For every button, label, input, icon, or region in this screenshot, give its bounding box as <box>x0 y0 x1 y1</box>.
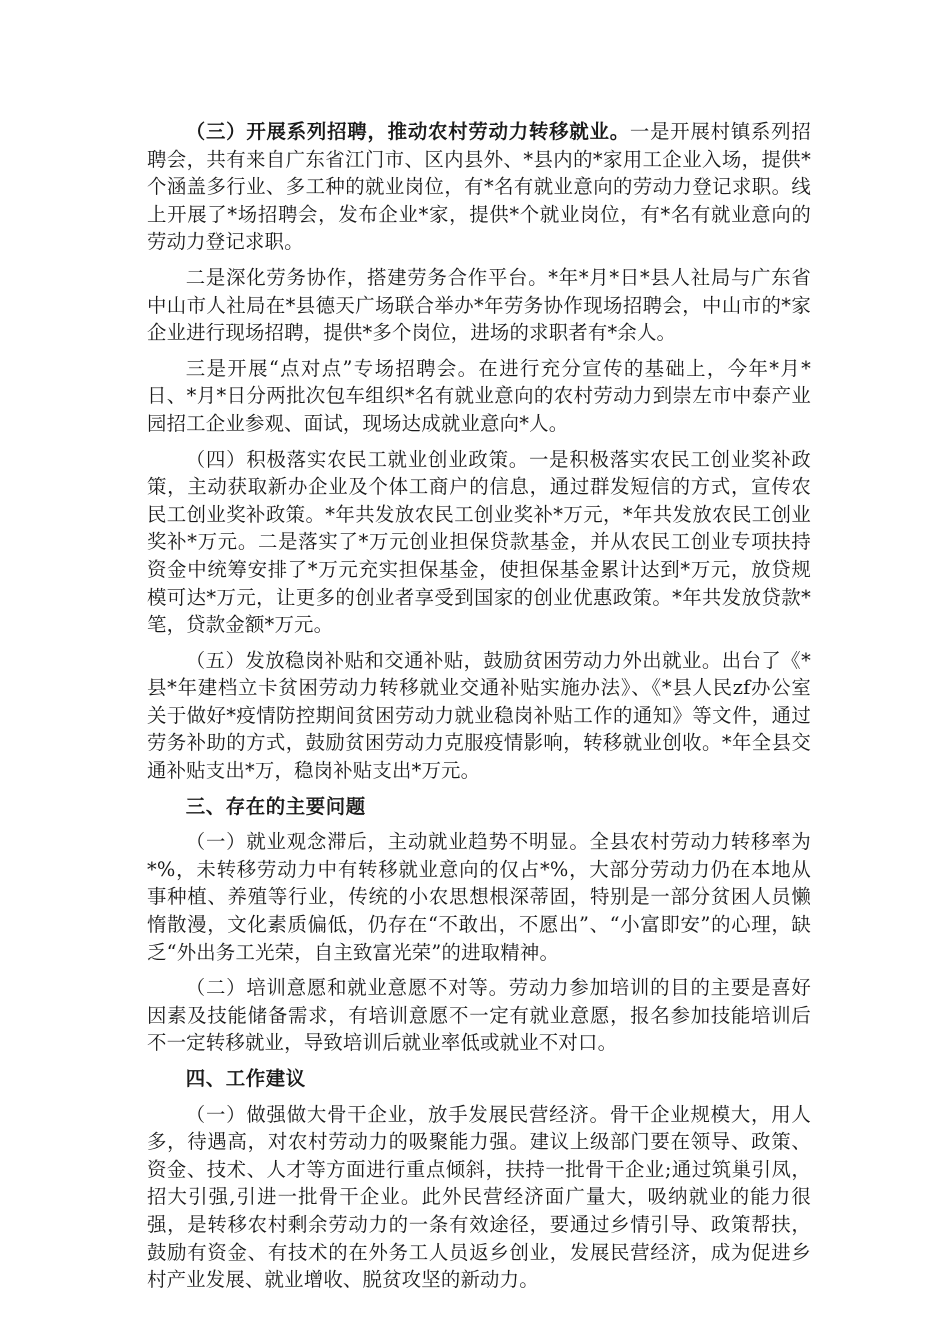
paragraph-labor-cooperation: 二是深化劳务协作，搭建劳务合作平台。*年*月*日*县人社局与广东省中山市人社局在*县德天广场联合举办*年劳务协作现场招聘会，中山市的*家企业进行现场招聘，提供*多个岗位，进场的求职者有*余人。 <box>147 265 811 345</box>
paragraph-section-3-intro <box>147 118 811 256</box>
heading-main-problems: 三、存在的主要问题 <box>185 794 366 818</box>
paragraph-subsidies: （五）发放稳岗补贴和交通补贴，鼓励贫困劳动力外出就业。出台了《*县*年建档立卡贫困劳动力转移就业交通补贴实施办法》、《*县人民zf办公室关于做好*疫情防控期间贫困劳动力就业稳岗补贴工作的通知》等文件，通过劳务补助的方式，鼓励贫困劳动力克服疫情影响，转移就业创收。*年全县交通补贴支出*万，稳岗补贴支出*万元。 <box>147 648 811 783</box>
paragraph-suggestion-1: （一）做强做大骨干企业，放手发展民营经济。骨干企业规模大，用人多，待遇高，对农村劳动力的吸聚能力强。建议上级部门要在领导、政策、资金、技术、人才等方面进行重点倾斜，扶持一批骨干企业;通过筑巢引凤，招大引强,引进一批骨干企业。此外民营经济面广量大，吸纳就业的能力很强，是转移农村剩余劳动力的一条有效途径，要通过乡情引导、政策帮扶，鼓励有资金、有技术的在外务工人员返乡创业，发展民营经济，成为促进乡村产业发展、就业增收、脱贫攻坚的新动力。 <box>147 1102 811 1292</box>
paragraph-entrepreneurship-policy: （四）积极落实农民工就业创业政策。一是积极落实农民工创业奖补政策，主动获取新办企业及个体工商户的信息，通过群发短信的方式，宣传农民工创业奖补政策。*年共发放农民工创业奖补*万元，*年共发放农民工创业奖补*万元。二是落实了*万元创业担保贷款基金，并从农民工创业专项扶持资金中统筹安排了*万元充实担保基金，使担保基金累计达到*万元，放贷规模可达*万元，让更多的创业者享受到国家的创业优惠政策。*年共发放贷款*笔，贷款金额*万元。 <box>147 447 811 637</box>
paragraph-problem-2: （二）培训意愿和就业意愿不对等。劳动力参加培训的目的主要是喜好因素及技能储备需求，有培训意愿不一定有就业意愿，报名参加技能培训后不一定转移就业，导致培训后就业率低或就业不对口。 <box>147 976 811 1055</box>
paragraph-lead: （三）开展系列招聘，推动农村劳动力转移就业。 <box>185 120 630 143</box>
paragraph-body: 一是开展村镇系列招聘会，共有来自广东省江门市、区内县外、*县内的*家用工企业入场，提供*个涵盖多行业、多工种的就业岗位，有*名有就业意向的劳动力登记求职。线上开展了*场招聘会，发布企业*家，提供*个就业岗位，有*名有就业意向的劳动力登记求职。 <box>147 120 811 254</box>
paragraph-point-to-point-recruitment: 三是开展“点对点”专场招聘会。在进行充分宣传的基础上，今年*月*日、*月*日分两批次包车组织*名有就业意向的农村劳动力到崇左市中泰产业园招工企业参观、面试，现场达成就业意向*人。 <box>147 356 811 435</box>
document-page <box>147 118 811 1302</box>
heading-work-suggestions: 四、工作建议 <box>185 1067 306 1090</box>
paragraph-problem-1: （一）就业观念滞后，主动就业趋势不明显。全县农村劳动力转移率为*%，未转移劳动力中有转移就业意向的仅占*%，大部分劳动力仍在本地从事种植、养殖等行业，传统的小农思想根深蒂固，特别是一部分贫困人员懒惰散漫，文化素质偏低，仍存在“不敢出，不愿出”、“小富即安”的心理，缺乏“外出务工光荣，自主致富光荣”的进取精神。 <box>147 830 811 964</box>
